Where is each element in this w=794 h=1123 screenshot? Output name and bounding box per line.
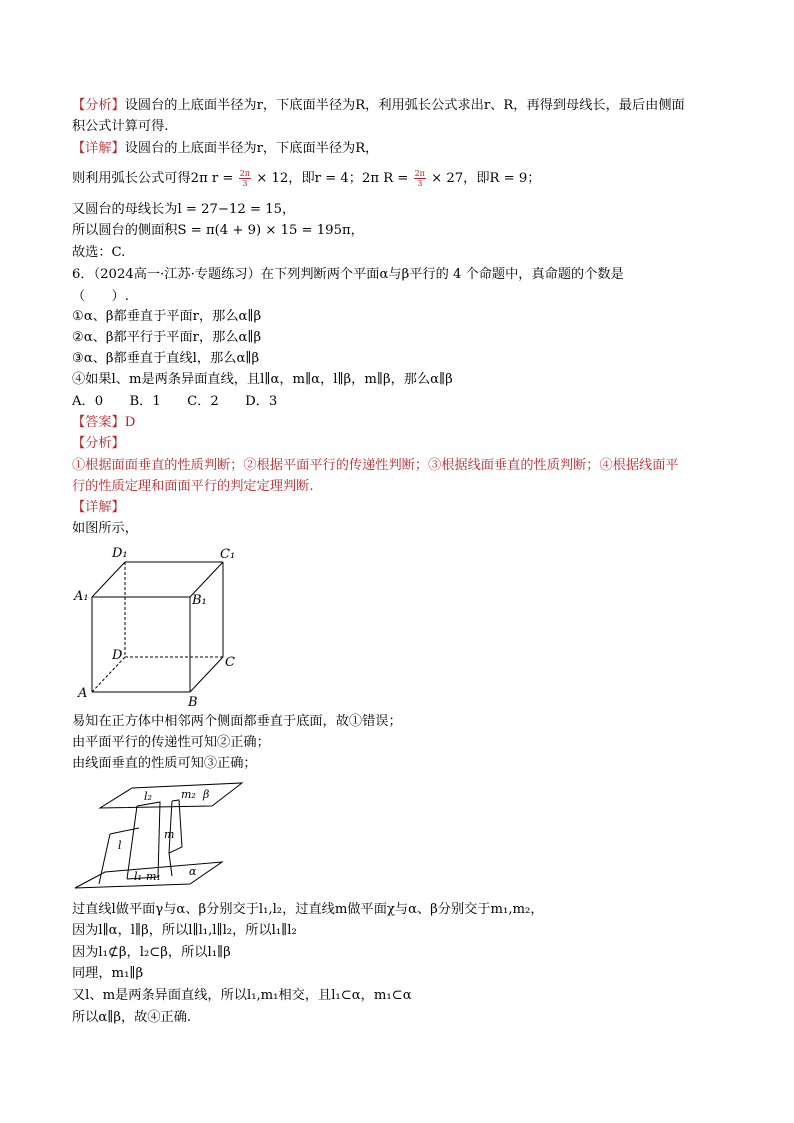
edge-b1c1 [190,562,223,597]
detail-line-2 [72,168,732,190]
options: A．0 B．1 C．2 D．3 [72,394,278,409]
detail-text: 设圆台的上底面半径为r，下底面半径为R， [124,141,379,156]
question-stem-1: 6．（2024高一·江苏·专题练习）在下列判断两个平面α与β平行的 4 个命题中，真命题的个数是 [72,267,624,282]
line-l [110,828,139,834]
formula-part-a: 则利用弧长公式可得2π r = [72,171,238,186]
detail2-cube-line-1: 易知在正方体中相邻两个侧面都垂直于底面，故①错误； [72,714,402,729]
detail-line-3: 又圆台的母线长为l = 27−12 = 15， [72,202,296,217]
fraction-2 [414,169,426,188]
analysis-line-2: 积公式计算可得. [72,119,169,134]
proposition-3: ③α、β都垂直于直线l，那么α∥β [72,351,260,366]
proposition-1: ①α、β都垂直于平面r，那么α∥β [72,309,262,324]
label-m1: m₁ [146,870,161,883]
label-m2: m₂ [181,788,196,801]
answer-value: D [124,415,136,430]
label-a1: A₁ [74,589,89,604]
label-b: B [188,695,198,710]
detail-line-1 [72,140,732,158]
proposition-2: ②α、β都平行于平面r，那么α∥β [72,330,262,345]
detail2-line-4: 同理，m₁∥β [72,966,144,981]
label-alpha: α [189,865,197,878]
cube-figure [72,540,252,710]
label-d1: D₁ [112,546,128,561]
fraction-numerator: 2π [239,169,251,178]
label-a: A [78,686,88,701]
edge-a1d1 [92,562,125,597]
analysis2-tag: 【分析】 [72,436,125,451]
label-c1: C₁ [220,547,236,562]
label-l2: l₂ [144,790,152,803]
fraction-denominator: 3 [242,179,248,188]
detail2-line-6: 所以α∥β，故④正确. [72,1010,192,1025]
plane-gamma-edge [127,806,137,879]
analysis-text: 设圆台的上底面半径为r，下底面半径为R，利用弧长公式求出r、R，再得到母线长，最后由侧面 [124,98,685,113]
detail2-line-2: 因为l∥α，l∥β，所以l∥l₁,l∥l₂，所以l₁∥l₂ [72,923,297,938]
label-beta: β [203,788,210,801]
detail2-cube-line-3: 由线面垂直的性质可知③正确； [72,756,257,771]
detail2-line-3: 因为l₁⊄β，l₂⊂β，所以l₁∥β [72,945,231,960]
analysis2-line-1: ①根据面面垂直的性质判断；②根据平面平行的传递性判断；③根据线面垂直的性质判断；④根据线面平 [72,458,679,473]
line-l-lower [99,834,110,884]
label-d: D [112,648,123,663]
label-l1: l₁ [134,870,142,883]
detail2-intro: 如图所示， [72,521,138,536]
label-m: m [164,828,175,841]
formula-part-c: × 27，即R = 9； [426,171,541,186]
plane-chi-edge [169,801,172,853]
detail-line-5: 故选：C. [72,245,126,260]
detail-tag: 【详解】 [72,141,125,156]
answer-tag: 【答案】 [72,415,125,430]
detail2-line-5: 又l、m是两条异面直线，所以l₁,m₁相交，且l₁⊂α，m₁⊂α [72,988,412,1003]
label-c: C [225,655,235,670]
formula-part-b: × 12，即r = 4；2π R = [252,171,413,186]
fraction-1 [239,169,251,188]
label-l: l [118,839,122,852]
question-stem-2: （ ）. [72,289,129,304]
detail2-tag: 【详解】 [72,500,125,515]
edge-bc [190,657,223,692]
proposition-4: ④如果l、m是两条异面直线，且l∥α，m∥α，l∥β，m∥β，那么α∥β [72,372,453,387]
fraction-numerator: 2π [414,169,425,178]
answer-line [72,414,732,432]
detail-line-4: 所以圆台的侧面积S = π(4 + 9) × 15 = 195π， [72,223,364,238]
analysis-line-1 [72,97,732,115]
label-b1: B₁ [192,593,207,608]
detail2-cube-line-2: 由平面平行的传递性可知②正确； [72,735,270,750]
detail2-line-1: 过直线l做平面γ与α、β分别交于l₁,l₂，过直线m做平面χ与α、β分别交于m₁,m₂， [72,902,544,917]
planes-figure [72,780,252,895]
analysis2-line-2: 行的性质定理和面面平行的判定定理判断. [72,479,314,494]
fraction-denominator: 3 [417,179,423,188]
analysis-tag: 【分析】 [72,98,125,113]
plane-beta [100,783,242,808]
